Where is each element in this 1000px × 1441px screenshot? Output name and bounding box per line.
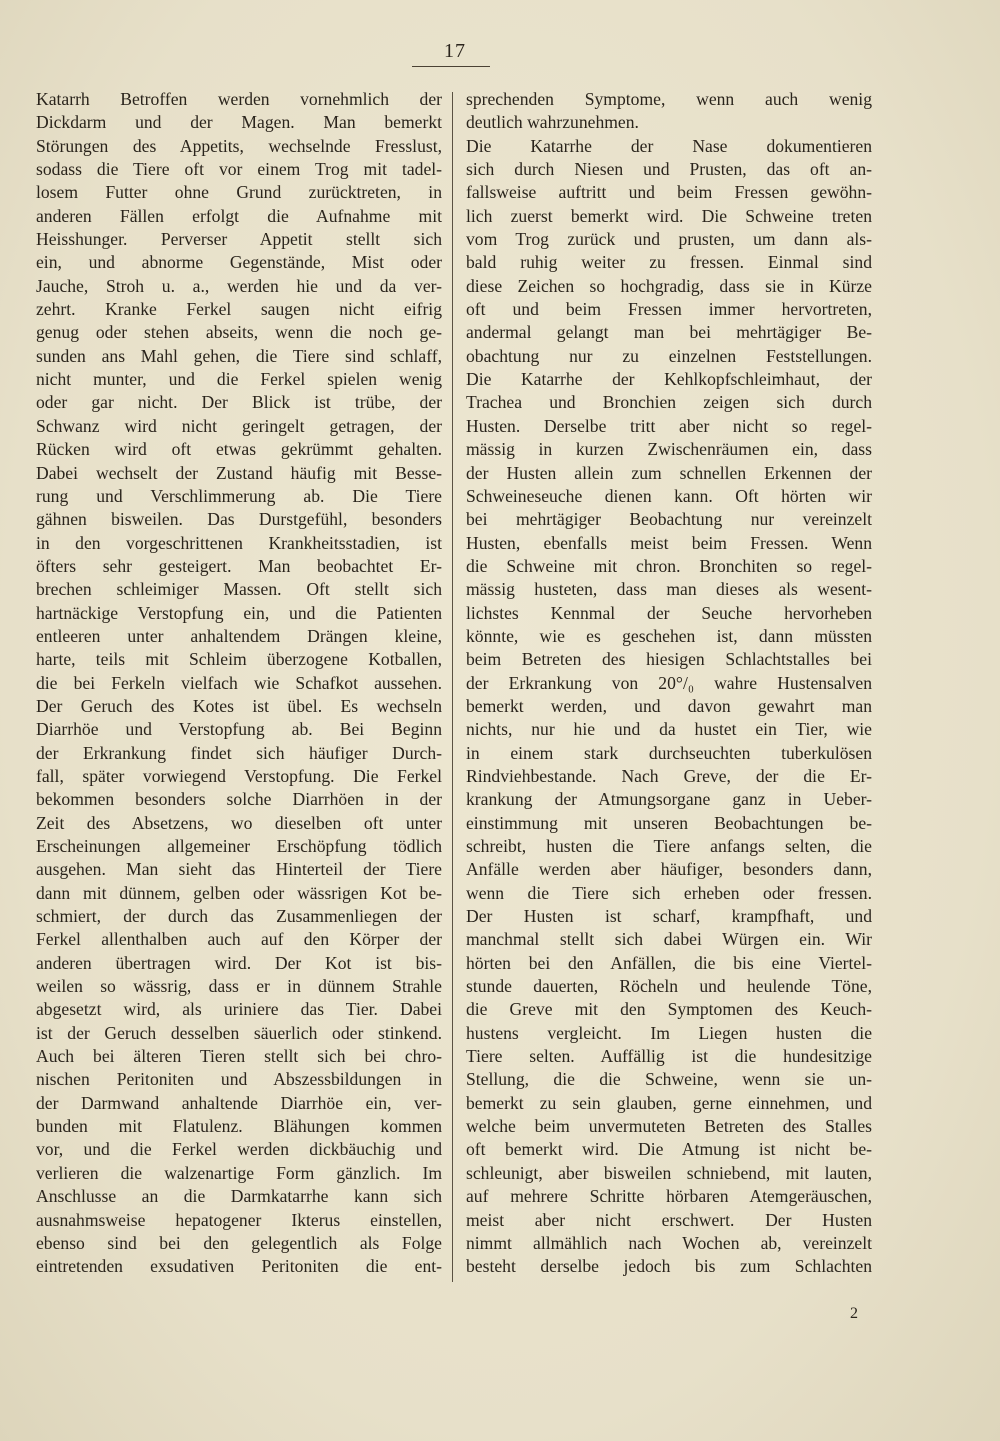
text-line: ein, und abnorme Gegenstände, Mist oder: [36, 252, 442, 273]
text-line: Dickdarm und der Magen. Man bemerkt: [36, 112, 442, 133]
text-line: bekommen besonders solche Diarrhöen in der: [36, 789, 442, 810]
text-line: öfters sehr gesteigert. Man beobachtet Er-: [36, 555, 442, 576]
text-line: anderen Fällen erfolgt die Aufnahme mit: [36, 205, 442, 226]
text-line: sodass die Tiere oft vor einem Trog mit tadel-: [36, 159, 442, 180]
text-line: die Greve mit den Symptomen des Keuch-: [466, 999, 872, 1020]
page-number: 17: [444, 40, 466, 62]
text-line: weilen so wässrig, dass er in dünnem Strahle: [36, 976, 442, 997]
text-line: lich zuerst bemerkt wird. Die Schweine treten: [466, 205, 872, 226]
text-line: könnte, wie es geschehen ist, dann müssten: [466, 625, 872, 646]
text-line: der Erkrankung von 20°/₀ wahre Hustensalven: [466, 672, 872, 693]
text-line: schleunigt, aber bisweilen schniebend, mit lauten,: [466, 1162, 872, 1183]
text-line: vor, und die Ferkel werden dickbäuchig und: [36, 1139, 442, 1160]
text-line: hustens vergleicht. Im Liegen husten die: [466, 1022, 872, 1043]
text-line: Erscheinungen allgemeiner Erschöpfung tödlich: [36, 836, 442, 856]
text-line: der Erkrankung findet sich häufiger Durch-: [36, 742, 442, 763]
text-line: ausgehen. Man sieht das Hinterteil der Tiere: [36, 859, 442, 880]
text-line: schmiert, der durch das Zusammenliegen der: [36, 906, 442, 927]
text-line: Auch bei älteren Tieren stellt sich bei chro-: [36, 1046, 442, 1067]
text-line: oft bemerkt wird. Die Atmung ist nicht be-: [466, 1139, 872, 1160]
text-line: in den vorgeschrittenen Krankheitsstadien, ist: [36, 532, 442, 553]
printer-signature-mark: 2: [850, 1305, 858, 1322]
text-line: Ferkel allenthalben auch auf den Körper der: [36, 929, 442, 950]
text-line: fall, später vorwiegend Verstopfung. Die Ferkel: [36, 765, 442, 786]
text-line: sunden ans Mahl gehen, die Tiere sind schlaff,: [36, 345, 442, 366]
text-line: die Schweine mit chron. Bronchiten so regel-: [466, 555, 872, 576]
text-line: Katarrh Betroffen werden vornehmlich der: [36, 89, 442, 109]
text-line: schreibt, husten die Tiere anfangs selten, die: [466, 836, 872, 856]
text-line: eintretenden exsudativen Peritoniten die ent-: [36, 1256, 442, 1277]
text-line: Zeit des Absetzens, wo dieselben oft unter: [36, 812, 442, 833]
text-line: der Husten allein zum schnellen Erkennen der: [466, 462, 872, 483]
text-line: welche beim unvermuteten Betreten des Stalles: [466, 1116, 872, 1137]
text-line: Husten, ebenfalls meist beim Fressen. Wenn: [466, 532, 872, 553]
text-line: Dabei wechselt der Zustand häufig mit Besse-: [36, 462, 442, 483]
text-line: Der Geruch des Kotes ist übel. Es wechseln: [36, 695, 442, 716]
text-line: ausnahmsweise hepatogener Ikterus einstellen,: [36, 1209, 442, 1230]
text-line: Störungen des Appetits, wechselnde Fresslust,: [36, 135, 442, 156]
text-line: bei mehrtägiger Beobachtung nur vereinzelt: [466, 509, 872, 530]
text-line: meist aber nicht erschwert. Der Husten: [466, 1209, 872, 1230]
text-line: nicht munter, und die Ferkel spielen wenig: [36, 369, 442, 390]
text-line: sprechenden Symptome, wenn auch wenig: [466, 89, 872, 109]
text-line: Diarrhöe und Verstopfung ab. Bei Beginn: [36, 719, 442, 740]
text-line: Tiere selten. Auffällig ist die hundesitzige: [466, 1046, 872, 1067]
text-line: beim Betreten des hiesigen Schlachtstalles bei: [466, 649, 872, 670]
text-line: Die Katarrhe der Nase dokumentieren: [466, 135, 872, 156]
text-line: rung und Verschlimmerung ab. Die Tiere: [36, 485, 442, 506]
text-line: Schwanz wird nicht geringelt getragen, der: [36, 415, 442, 436]
text-line: nimmt allmählich nach Wochen ab, vereinzelt: [466, 1232, 872, 1253]
text-line: andermal gelangt man bei mehrtägiger Be-: [466, 322, 872, 343]
text-line: in einem stark durchseuchten tuberkulösen: [466, 742, 872, 763]
text-line: Rücken wird oft etwas gekrümmt gehalten.: [36, 439, 442, 460]
text-line: bemerkt werden, und davon gewahrt man: [466, 695, 872, 716]
text-line: vom Trog zurück und prusten, um dann als-: [466, 229, 872, 250]
text-line: sich durch Niesen und Prusten, das oft an-: [466, 159, 872, 180]
text-line: Heisshunger. Perverser Appetit stellt sich: [36, 229, 442, 250]
text-line: stunde dauerten, Röcheln und heulende Töne,: [466, 976, 872, 997]
text-line: wenn die Tiere sich erheben oder fressen.: [466, 882, 872, 903]
text-line: Stellung, die die Schweine, wenn sie un-: [466, 1069, 872, 1090]
text-line: harte, teils mit Schleim überzogene Kotballen,: [36, 649, 442, 670]
text-line: zehrt. Kranke Ferkel saugen nicht eifrig: [36, 299, 442, 320]
text-line: nichts, nur hie und da hustet ein Tier, wie: [466, 719, 872, 740]
text-line: oft und beim Fressen immer hervortreten,: [466, 299, 872, 320]
column-divider: [452, 92, 453, 1282]
text-line: Jauche, Stroh u. a., werden hie und da ver-: [36, 275, 442, 296]
text-line: fallsweise auftritt und beim Fressen gewöhn-: [466, 182, 872, 203]
text-line: dann mit dünnem, gelben oder wässrigen Kot be-: [36, 882, 442, 903]
text-line: bald ruhig weiter zu fressen. Einmal sind: [466, 252, 872, 273]
text-line: Die Katarrhe der Kehlkopfschleimhaut, der: [466, 369, 872, 390]
text-line: ebenso sind bei den gelegentlich als Folge: [36, 1232, 442, 1253]
text-line: lichstes Kennmal der Seuche hervorheben: [466, 602, 872, 623]
text-line: Der Husten ist scharf, krampfhaft, und: [466, 906, 872, 927]
header-rule: [412, 66, 490, 67]
text-line: bunden mit Flatulenz. Blähungen kommen: [36, 1116, 442, 1137]
text-line: Husten. Derselbe tritt aber nicht so regel-: [466, 415, 872, 436]
text-line: abgesetzt wird, als uriniere das Tier. Dabei: [36, 999, 442, 1020]
left-text-column: [36, 88, 442, 1279]
text-line: ist der Geruch desselben säuerlich oder stinkend.: [36, 1022, 442, 1043]
text-line: Schweineseuche dienen kann. Oft hörten wir: [466, 485, 872, 506]
text-line: manchmal stellt sich dabei Würgen ein. Wir: [466, 929, 872, 950]
text-line: Trachea und Bronchien zeigen sich durch: [466, 392, 872, 413]
text-line: brechen schleimiger Massen. Oft stellt sich: [36, 579, 442, 600]
text-line: besteht derselbe jedoch bis zum Schlachten: [466, 1256, 872, 1277]
text-line: hörten bei den Anfällen, die bis eine Viertel-: [466, 952, 872, 973]
text-line: der Darmwand anhaltende Diarrhöe ein, ver-: [36, 1092, 442, 1113]
text-line: genug oder stehen abseits, wenn die noch ge-: [36, 322, 442, 343]
text-line: krankung der Atmungsorgane ganz in Ueber-: [466, 789, 872, 810]
text-line: diese Zeichen so hochgradig, dass sie in Kürze: [466, 275, 872, 296]
text-line: anderen übertragen wird. Der Kot ist bis-: [36, 952, 442, 973]
text-line: entleeren unter anhaltendem Drängen kleine,: [36, 625, 442, 646]
text-line: Anfälle werden aber häufiger, besonders dann,: [466, 859, 872, 880]
text-line: die bei Ferkeln vielfach wie Schafkot aussehen.: [36, 672, 442, 693]
text-line: verlieren die walzenartige Form gänzlich. Im: [36, 1162, 442, 1183]
text-line: losem Futter ohne Grund zurücktreten, in: [36, 182, 442, 203]
text-line: nischen Peritoniten und Abszessbildungen in: [36, 1069, 442, 1090]
text-line: mässig husteten, dass man dieses als wesent-: [466, 579, 872, 600]
text-line: hartnäckige Verstopfung ein, und die Patienten: [36, 602, 442, 623]
text-line: mässig in kurzen Zwischenräumen ein, dass: [466, 439, 872, 460]
text-line: einstimmung mit unseren Beobachtungen be-: [466, 812, 872, 833]
text-line: deutlich wahrzunehmen.: [466, 112, 639, 133]
text-line: bemerkt zu sein glauben, gerne einnehmen, und: [466, 1092, 872, 1113]
text-line: Anschlusse an die Darmkatarrhe kann sich: [36, 1186, 442, 1207]
text-line: auf mehrere Schritte hörbaren Atemgeräuschen,: [466, 1186, 872, 1207]
text-line: oder gar nicht. Der Blick ist trübe, der: [36, 392, 442, 413]
text-line: gähnen bisweilen. Das Durstgefühl, besonders: [36, 509, 442, 530]
right-text-column: [466, 88, 872, 1279]
text-line: Rindviehbestande. Nach Greve, der die Er-: [466, 765, 872, 786]
text-line: obachtung nur zu einzelnen Feststellungen.: [466, 345, 872, 366]
